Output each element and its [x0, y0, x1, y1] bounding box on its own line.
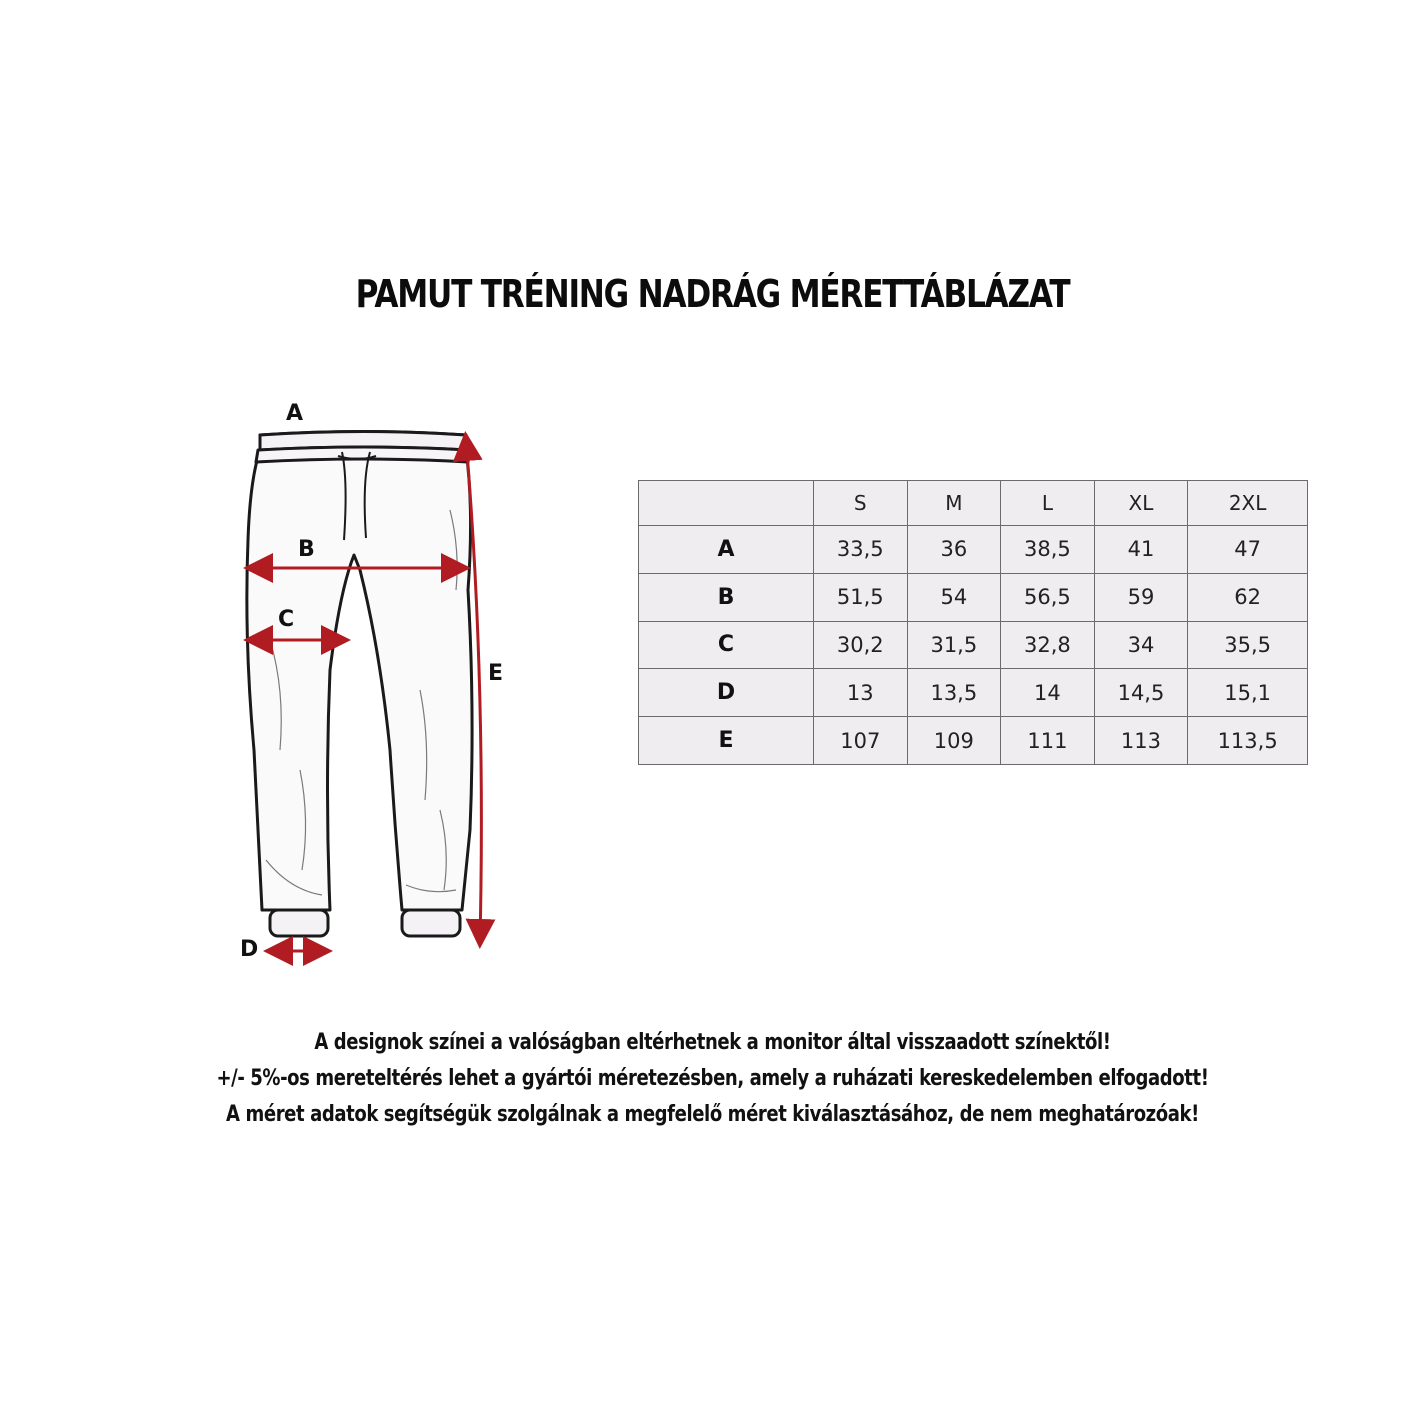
note-line: A méret adatok segítségük szolgálnak a megfelelő méret kiválasztásához, de nem meghatározóak!: [226, 1102, 1199, 1127]
size-header-xl: XL: [1094, 481, 1188, 526]
table-cell: 15,1: [1188, 669, 1308, 717]
size-header-s: S: [814, 481, 908, 526]
table-cell: 35,5: [1188, 621, 1308, 669]
row-label: C: [639, 621, 814, 669]
corner-cell: [639, 481, 814, 526]
table-cell: 113,5: [1188, 717, 1308, 765]
table-cell: 33,5: [814, 526, 908, 574]
row-label: E: [639, 717, 814, 765]
row-label: B: [639, 573, 814, 621]
table-cell: 47: [1188, 526, 1308, 574]
table-cell: 31,5: [907, 621, 1001, 669]
table-cell: 59: [1094, 573, 1188, 621]
table-cell: 14,5: [1094, 669, 1188, 717]
table-row: [639, 526, 1308, 574]
table-cell: 62: [1188, 573, 1308, 621]
table-cell: 107: [814, 717, 908, 765]
note-line: A designok színei a valóságban eltérhetnek a monitor által visszaadott színektől!: [314, 1030, 1111, 1055]
table-cell: 36: [907, 526, 1001, 574]
label-d: D: [240, 937, 259, 962]
table-row: [639, 573, 1308, 621]
label-c: C: [278, 607, 295, 632]
table-cell: 30,2: [814, 621, 908, 669]
disclaimer-notes: [0, 1025, 1425, 1133]
table-row: [639, 669, 1308, 717]
pants-diagram: [230, 390, 530, 980]
table-cell: 113: [1094, 717, 1188, 765]
pants-outline: [247, 432, 472, 937]
table-row: [639, 717, 1308, 765]
label-e: E: [488, 661, 504, 686]
table-cell: 56,5: [1001, 573, 1095, 621]
table-cell: 41: [1094, 526, 1188, 574]
table-cell: 38,5: [1001, 526, 1095, 574]
size-header-l: L: [1001, 481, 1095, 526]
note-line: +/- 5%-os mereteltérés lehet a gyártói méretezésben, amely a ruházati kereskedelemben elfogadott!: [216, 1066, 1209, 1091]
page-title: PAMUT TRÉNING NADRÁG MÉRETTÁBLÁZAT: [355, 272, 1070, 316]
row-label: D: [639, 669, 814, 717]
table-cell: 109: [907, 717, 1001, 765]
table-row: [639, 621, 1308, 669]
label-a: A: [286, 401, 304, 426]
table-cell: 54: [907, 573, 1001, 621]
table-cell: 111: [1001, 717, 1095, 765]
table-cell: 13,5: [907, 669, 1001, 717]
size-table: [638, 480, 1308, 765]
table-cell: 34: [1094, 621, 1188, 669]
size-header-row: [639, 481, 1308, 526]
table-cell: 51,5: [814, 573, 908, 621]
row-label: A: [639, 526, 814, 574]
label-b: B: [298, 537, 315, 562]
size-header-2xl: 2XL: [1188, 481, 1308, 526]
table-cell: 32,8: [1001, 621, 1095, 669]
size-header-m: M: [907, 481, 1001, 526]
table-cell: 14: [1001, 669, 1095, 717]
table-cell: 13: [814, 669, 908, 717]
